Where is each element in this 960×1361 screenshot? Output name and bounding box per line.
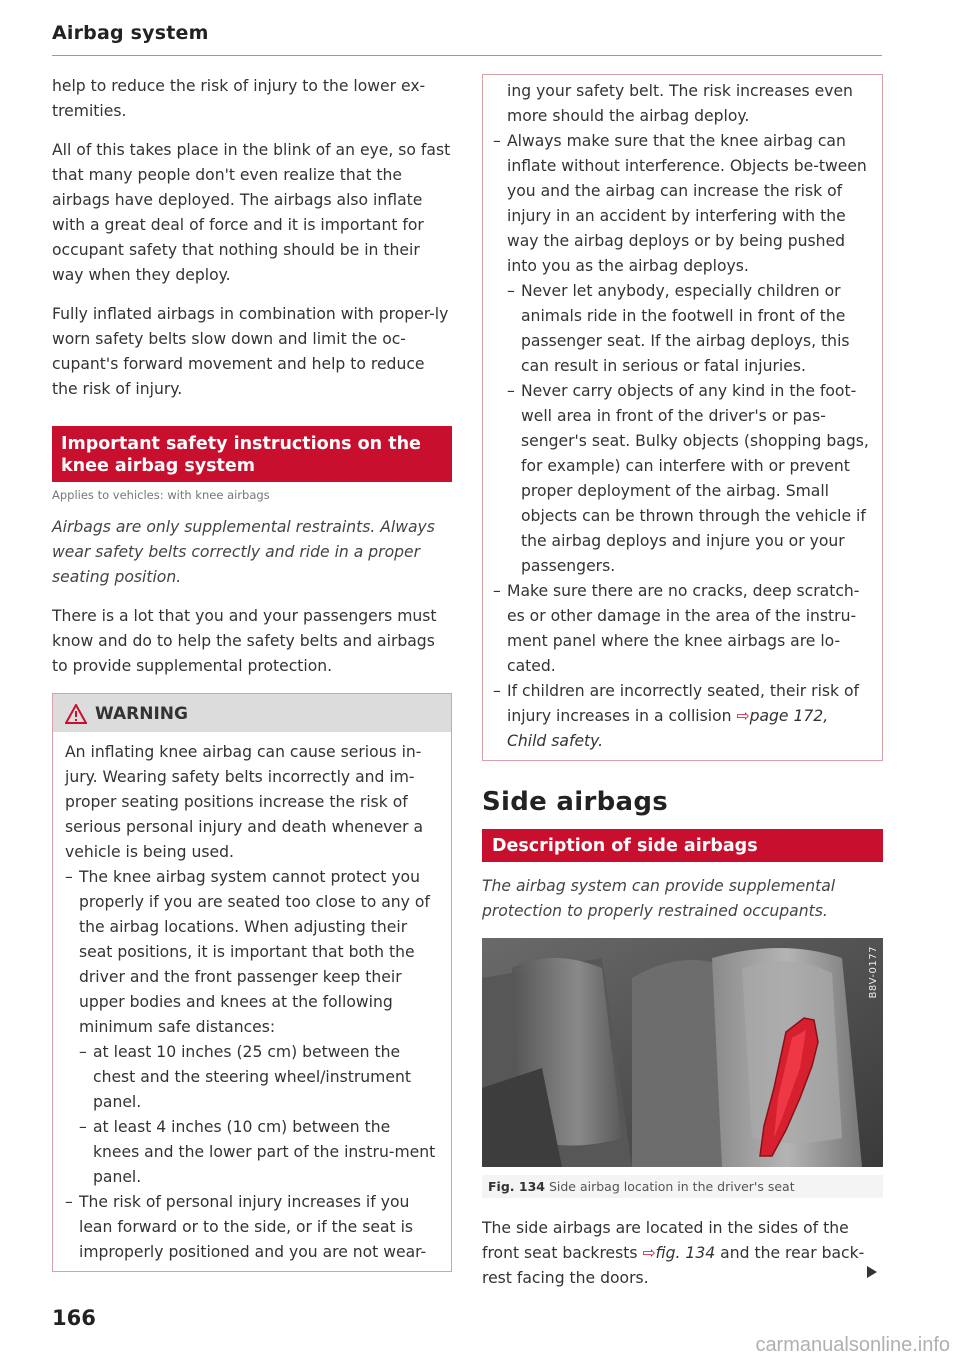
warning-triangle-icon [65,704,87,724]
list-item: – The risk of personal injury increases if you lean forward or to the side, or if the seat is improperly positioned and you are not wear- [65,1190,439,1265]
sub-list [507,279,870,579]
chapter-title: Airbag system [52,22,209,44]
arrow-right-icon: ⇨ [642,1244,656,1262]
seat-illustration [482,938,883,1167]
intro-text: The airbag system can provide supplemental protection to properly restrained occupants. [482,877,836,920]
warning-label: WARNING [95,704,188,724]
caption-label: Fig. 134 [488,1179,545,1194]
list-item: – at least 4 inches (10 cm) between the knees and the lower part of the instru-ment panel. [79,1115,439,1190]
list-item: – at least 10 inches (25 cm) between the chest and the steering wheel/instrument panel. [79,1040,439,1115]
warning-body [53,732,451,1271]
left-column [52,74,452,1272]
right-column [482,74,883,1305]
subsection-heading: Description of side airbags [482,829,883,862]
warning-list [493,129,870,754]
arrow-right-icon: ⇨ [736,707,750,725]
warning-box [52,693,452,1272]
warning-text: An inflating knee airbag can cause serious in-jury. Wearing safety belts incorrectly and im-proper seating positions increase the risk of serious personal injury and death whenever a vehicle is being used. [65,743,424,861]
warning-text: ing your safety belt. The risk increases even more should the airbag deploy. [507,82,853,125]
list-item: – Never carry objects of any kind in the foot-well area in front of the driver's or pas-senger's seat. Bulky objects (shopping bags, for example) can interfere with or prevent proper deployment of the airbag. Small objects can be thrown through the vehicle if the airbag deploys and injure you or your passengers. [507,379,870,579]
figure-reference-link[interactable]: ⇨fig. 134 [642,1244,716,1262]
paragraph: Fully inflated airbags in combination with proper-ly worn safety belts slow down and limit the oc-cupant's forward movement and help to reduce the risk of injury. [52,305,449,398]
page-number: 166 [52,1306,96,1330]
paragraph: help to reduce the risk of injury to the lower ex-tremities. [52,77,426,120]
figure-code: B8V-0177 [868,946,879,999]
sub-list [79,1040,439,1190]
paragraph: There is a lot that you and your passengers must know and do to help the safety belts and airbags to provide supplemental protection. [52,607,437,675]
warning-list [65,865,439,1265]
continue-arrow-icon [867,1266,877,1278]
watermark: carmanualsonline.info [755,1334,950,1356]
page-reference-link[interactable]: ⇨page 172, Child safety. [507,707,829,750]
figure-side-airbag [482,938,883,1167]
intro-text: Airbags are only supplemental restraints. Always wear safety belts correctly and ride in a proper seating position. [52,518,435,586]
caption-text: Side airbag location in the driver's seat [548,1179,795,1194]
list-item: – If children are incorrectly seated, their risk of injury increases in a collision ⇨page 172, Child safety. [493,679,870,754]
list-item: – Always make sure that the knee airbag can inflate without interference. Objects be-tween you and the airbag can increase the risk of injury in an accident by interfering with the way the airbag deploys or by being pushed into you as the airbag deploys. – Never let anybody, especially children or animals ride in the footwell in front of the passenger seat. If the airbag deploys, this can result in serious or fatal injuries. – Never carry objects of any kind in the foot-well area in front of the driver's or pas-senger's seat. Bulky objects (shopping bags, for example) can interfere with or prevent proper deployment of the airbag. Small objects can be thrown through the vehicle if the airbag deploys and injure you or your passengers. [493,129,870,579]
applies-note: Applies to vehicles: with knee airbags [52,488,270,502]
list-item: – The knee airbag system cannot protect you properly if you are seated too close to any of the airbag locations. When adjusting their seat positions, it is important that both the driver and the front passenger keep their upper bodies and knees at the following minimum safe distances: – at least 10 inches (25 cm) between the chest and the steering wheel/instrument panel. – at least 4 inches (10 cm) between the knees and the lower part of the instru-ment panel. [65,865,439,1190]
paragraph: The side airbags are located in the sides of the front seat backrests ⇨fig. 134 and the rear back-rest facing the doors. [482,1219,865,1287]
warning-box-continued [482,74,883,761]
figure-caption [482,1175,883,1198]
warning-header [53,694,451,732]
section-title: Side airbags [482,787,669,817]
page-header [52,22,882,56]
list-item: – Never let anybody, especially children or animals ride in the footwell in front of the passenger seat. If the airbag deploys, this can result in serious or fatal injuries. [507,279,870,379]
section-heading: Important safety instructions on the knee airbag system [52,426,452,482]
paragraph: All of this takes place in the blink of an eye, so fast that many people don't even realize that the airbags have deployed. The airbags also inflate with a great deal of force and it is important for occupant safety that nothing should be in their way when they deploy. [52,141,451,284]
list-item: – Make sure there are no cracks, deep scratch-es or other damage in the area of the instru-ment panel where the knee airbags are lo-cated. [493,579,870,679]
